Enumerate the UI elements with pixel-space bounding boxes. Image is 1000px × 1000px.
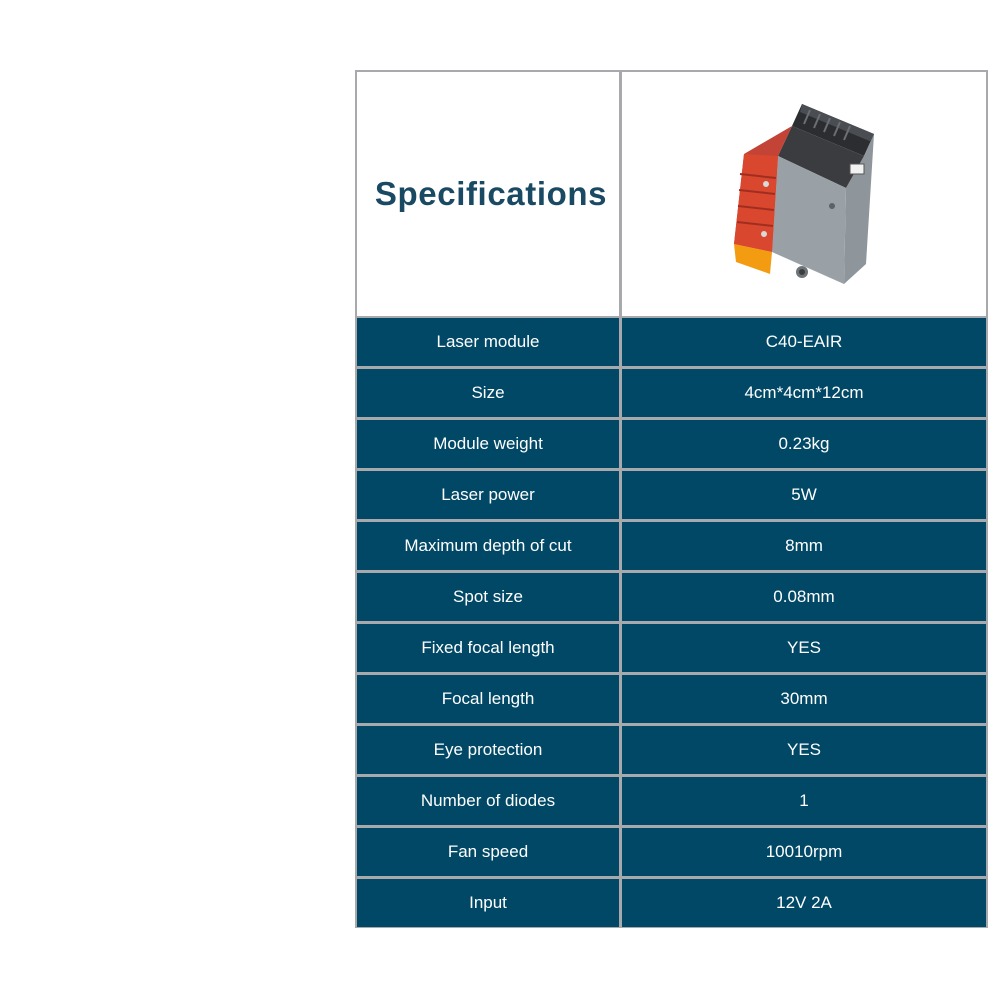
table-row [357, 522, 986, 570]
table-row [357, 777, 986, 825]
table-row [357, 420, 986, 468]
spec-header [357, 72, 986, 316]
row-value: 1 [622, 777, 986, 825]
table-row [357, 726, 986, 774]
row-value: YES [622, 624, 986, 672]
product-image-cell [622, 72, 986, 316]
table-row [357, 624, 986, 672]
row-value: 4cm*4cm*12cm [622, 369, 986, 417]
row-value: 5W [622, 471, 986, 519]
title-cell [357, 72, 619, 316]
row-label: Number of diodes [357, 777, 619, 825]
row-value: 30mm [622, 675, 986, 723]
page-title: Specifications [374, 175, 608, 212]
laser-module-icon [714, 94, 894, 294]
row-value: YES [622, 726, 986, 774]
spec-rows [357, 318, 986, 930]
row-label: Focal length [357, 675, 619, 723]
row-label: Eye protection [357, 726, 619, 774]
row-label: Maximum depth of cut [357, 522, 619, 570]
row-label: Size [357, 369, 619, 417]
table-row [357, 471, 986, 519]
row-label: Fixed focal length [357, 624, 619, 672]
row-value: 8mm [622, 522, 986, 570]
row-value: 12V 2A [622, 879, 986, 927]
table-row [357, 573, 986, 621]
row-label: Spot size [357, 573, 619, 621]
row-label: Laser power [357, 471, 619, 519]
row-label: Input [357, 879, 619, 927]
row-value: C40-EAIR [622, 318, 986, 366]
row-value: 0.08mm [622, 573, 986, 621]
row-label: Fan speed [357, 828, 619, 876]
row-value: 0.23kg [622, 420, 986, 468]
row-label: Laser module [357, 318, 619, 366]
spec-table [355, 70, 988, 928]
row-value: 10010rpm [622, 828, 986, 876]
table-row [357, 675, 986, 723]
table-row [357, 369, 986, 417]
row-label: Module weight [357, 420, 619, 468]
table-row [357, 828, 986, 876]
table-row [357, 318, 986, 366]
table-row [357, 879, 986, 927]
